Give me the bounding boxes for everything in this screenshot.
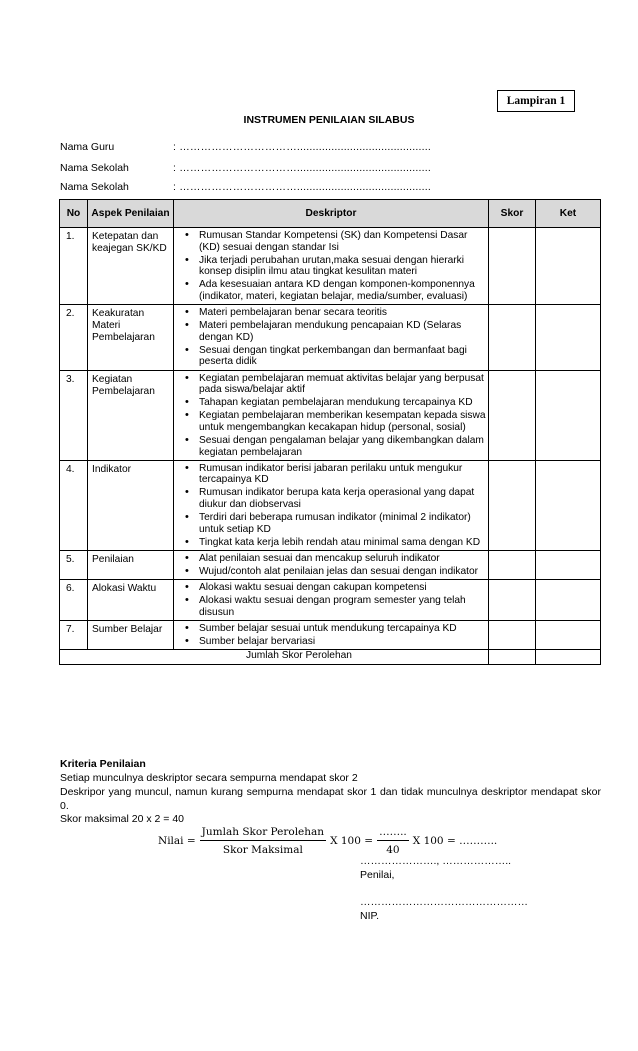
row-ket-cell (536, 370, 601, 460)
table-row (60, 370, 601, 460)
row-ket-cell (536, 460, 601, 550)
deskriptor-item: • Terdiri dari beberapa rumusan indikator (minimal 2 indikator) untuk setiap KD (174, 512, 486, 535)
deskriptor-item: • Sumber belajar sesuai untuk mendukung tercapainya KD (174, 623, 486, 635)
deskriptor-item: • Sesuai dengan tingkat perkembangan dan bermanfaat bagi peserta didik (174, 345, 486, 368)
header-no: No (60, 200, 88, 228)
deskriptor-list (174, 580, 488, 618)
deskriptor-list (174, 621, 488, 648)
deskriptor-item: • Jika terjadi perubahan urutan,maka sesuai dengan hierarki konsep disiplin ilmu atau tingkat kesulitan materi (174, 255, 486, 278)
header-aspek: Aspek Penilaian (88, 200, 174, 228)
row-ket-cell (536, 620, 601, 649)
row-deskriptor (174, 580, 489, 621)
signature-nip: NIP. (360, 910, 380, 922)
field-label-nama-sekolah-2: Nama Sekolah (60, 181, 129, 193)
row-skor-cell (489, 550, 536, 579)
formula-fraction-2 (377, 826, 409, 856)
kriteria-line-3: Skor maksimal 20 x 2 = 40 (60, 813, 185, 825)
formula-x100-b: X 100 = ……….. (412, 835, 498, 847)
row-skor-cell (489, 580, 536, 621)
row-number: 6. (60, 580, 88, 621)
signature-name-line: ………………………………………… (360, 896, 528, 908)
kriteria-line-2: Deskripor yang muncul, namun kurang sempurna mendapat skor 1 dan tidak munculnya deskriptor mendapat skor 0. (60, 786, 601, 812)
total-label: Jumlah Skor Perolehan (60, 650, 489, 665)
kriteria-line-1: Setiap munculnya deskriptor secara sempurna mendapat skor 2 (60, 772, 358, 784)
score-formula (158, 826, 497, 856)
deskriptor-item: • Kegiatan pembelajaran memberikan kesempatan kepada siswa untuk mengembangkan kecakapan hidup (personal, sosial) (174, 410, 486, 433)
row-number: 5. (60, 550, 88, 579)
signature-role: Penilai, (360, 869, 395, 881)
row-ket-cell (536, 305, 601, 370)
total-ket-cell (536, 650, 601, 665)
deskriptor-item: • Materi pembelajaran benar secara teoritis (174, 307, 486, 319)
formula-denominator: Skor Maksimal (222, 844, 303, 856)
table-row (60, 460, 601, 550)
row-skor-cell (489, 305, 536, 370)
deskriptor-item: • Wujud/contoh alat penilaian jelas dan sesuai dengan indikator (174, 566, 486, 578)
row-deskriptor (174, 228, 489, 305)
row-aspek: Sumber Belajar (88, 620, 174, 649)
deskriptor-list (174, 461, 488, 549)
field-label-nama-sekolah: Nama Sekolah (60, 162, 129, 174)
deskriptor-item: • Tahapan kegiatan pembelajaran mendukung tercapainya KD (174, 397, 486, 409)
deskriptor-item: • Alokasi waktu sesuai dengan cakupan kompetensi (174, 582, 486, 594)
total-row (60, 650, 601, 665)
row-skor-cell (489, 370, 536, 460)
row-deskriptor (174, 550, 489, 579)
formula-x100-a: X 100 = (330, 835, 374, 847)
row-number: 3. (60, 370, 88, 460)
formula-nilai: Nilai = (158, 835, 196, 847)
row-aspek: Indikator (88, 460, 174, 550)
row-deskriptor (174, 460, 489, 550)
row-skor-cell (489, 460, 536, 550)
deskriptor-list (174, 371, 488, 459)
row-number: 1. (60, 228, 88, 305)
header-skor: Skor (489, 200, 536, 228)
table-header-row (60, 200, 601, 228)
total-skor-cell (489, 650, 536, 665)
row-number: 7. (60, 620, 88, 649)
row-deskriptor (174, 305, 489, 370)
deskriptor-item: • Rumusan Standar Kompetensi (SK) dan Kompetensi Dasar (KD) sesuai dengan standar Isi (174, 230, 486, 253)
table-row (60, 305, 601, 370)
row-ket-cell (536, 228, 601, 305)
row-aspek: Keakuratan Materi Pembelajaran (88, 305, 174, 370)
row-ket-cell (536, 550, 601, 579)
deskriptor-item: • Ada kesesuaian antara KD dengan komponen-komponennya (indikator, materi, kegiatan belajar, media/sumber, evaluasi) (174, 279, 486, 302)
deskriptor-list (174, 228, 488, 303)
header-ket: Ket (536, 200, 601, 228)
row-ket-cell (536, 580, 601, 621)
row-skor-cell (489, 228, 536, 305)
row-aspek: Ketepatan dan keajegan SK/KD (88, 228, 174, 305)
page-title: INSTRUMEN PENILAIAN SILABUS (243, 114, 415, 126)
table-row (60, 228, 601, 305)
deskriptor-item: • Rumusan indikator berupa kata kerja operasional yang dapat diukur dan diobservasi (174, 487, 486, 510)
field-value-nama-guru: : ……………………………........................................... (173, 141, 431, 153)
deskriptor-item: • Alat penilaian sesuai dan mencakup seluruh indikator (174, 553, 486, 565)
kriteria-heading: Kriteria Penilaian (60, 758, 146, 770)
row-deskriptor (174, 370, 489, 460)
header-deskriptor: Deskriptor (174, 200, 489, 228)
table-row (60, 580, 601, 621)
deskriptor-item: • Materi pembelajaran mendukung pencapaian KD (Selaras dengan KD) (174, 320, 486, 343)
row-skor-cell (489, 620, 536, 649)
field-value-nama-sekolah-2: : ……………………………........................................... (173, 181, 431, 193)
deskriptor-item: • Sumber belajar bervariasi (174, 636, 486, 648)
row-aspek: Alokasi Waktu (88, 580, 174, 621)
row-number: 2. (60, 305, 88, 370)
formula-numerator-2: …….. (377, 826, 409, 841)
row-aspek: Kegiatan Pembelajaran (88, 370, 174, 460)
lampiran-label: Lampiran 1 (497, 90, 575, 112)
deskriptor-list (174, 551, 488, 578)
formula-fraction-1 (200, 826, 326, 856)
deskriptor-list (174, 305, 488, 368)
deskriptor-item: • Tingkat kata kerja lebih rendah atau minimal sama dengan KD (174, 537, 486, 549)
formula-denominator-2: 40 (386, 844, 400, 856)
table-row (60, 550, 601, 579)
row-number: 4. (60, 460, 88, 550)
deskriptor-item: • Alokasi waktu sesuai dengan program semester yang telah disusun (174, 595, 486, 618)
field-value-nama-sekolah: : ……………………………........................................... (173, 162, 431, 174)
field-label-nama-guru: Nama Guru (60, 141, 115, 153)
formula-numerator: Jumlah Skor Perolehan (200, 826, 326, 841)
deskriptor-item: • Kegiatan pembelajaran memuat aktivitas belajar yang berpusat pada siswa/belajar aktif (174, 373, 486, 396)
row-deskriptor (174, 620, 489, 649)
signature-place-date: …………………., ……………….. (360, 855, 512, 867)
assessment-table (59, 199, 601, 665)
table-row (60, 620, 601, 649)
deskriptor-item: • Rumusan indikator berisi jabaran perilaku untuk mengukur tercapainya KD (174, 463, 486, 486)
row-aspek: Penilaian (88, 550, 174, 579)
deskriptor-item: • Sesuai dengan pengalaman belajar yang dikembangkan dalam kegiatan pembelajaran (174, 435, 486, 458)
